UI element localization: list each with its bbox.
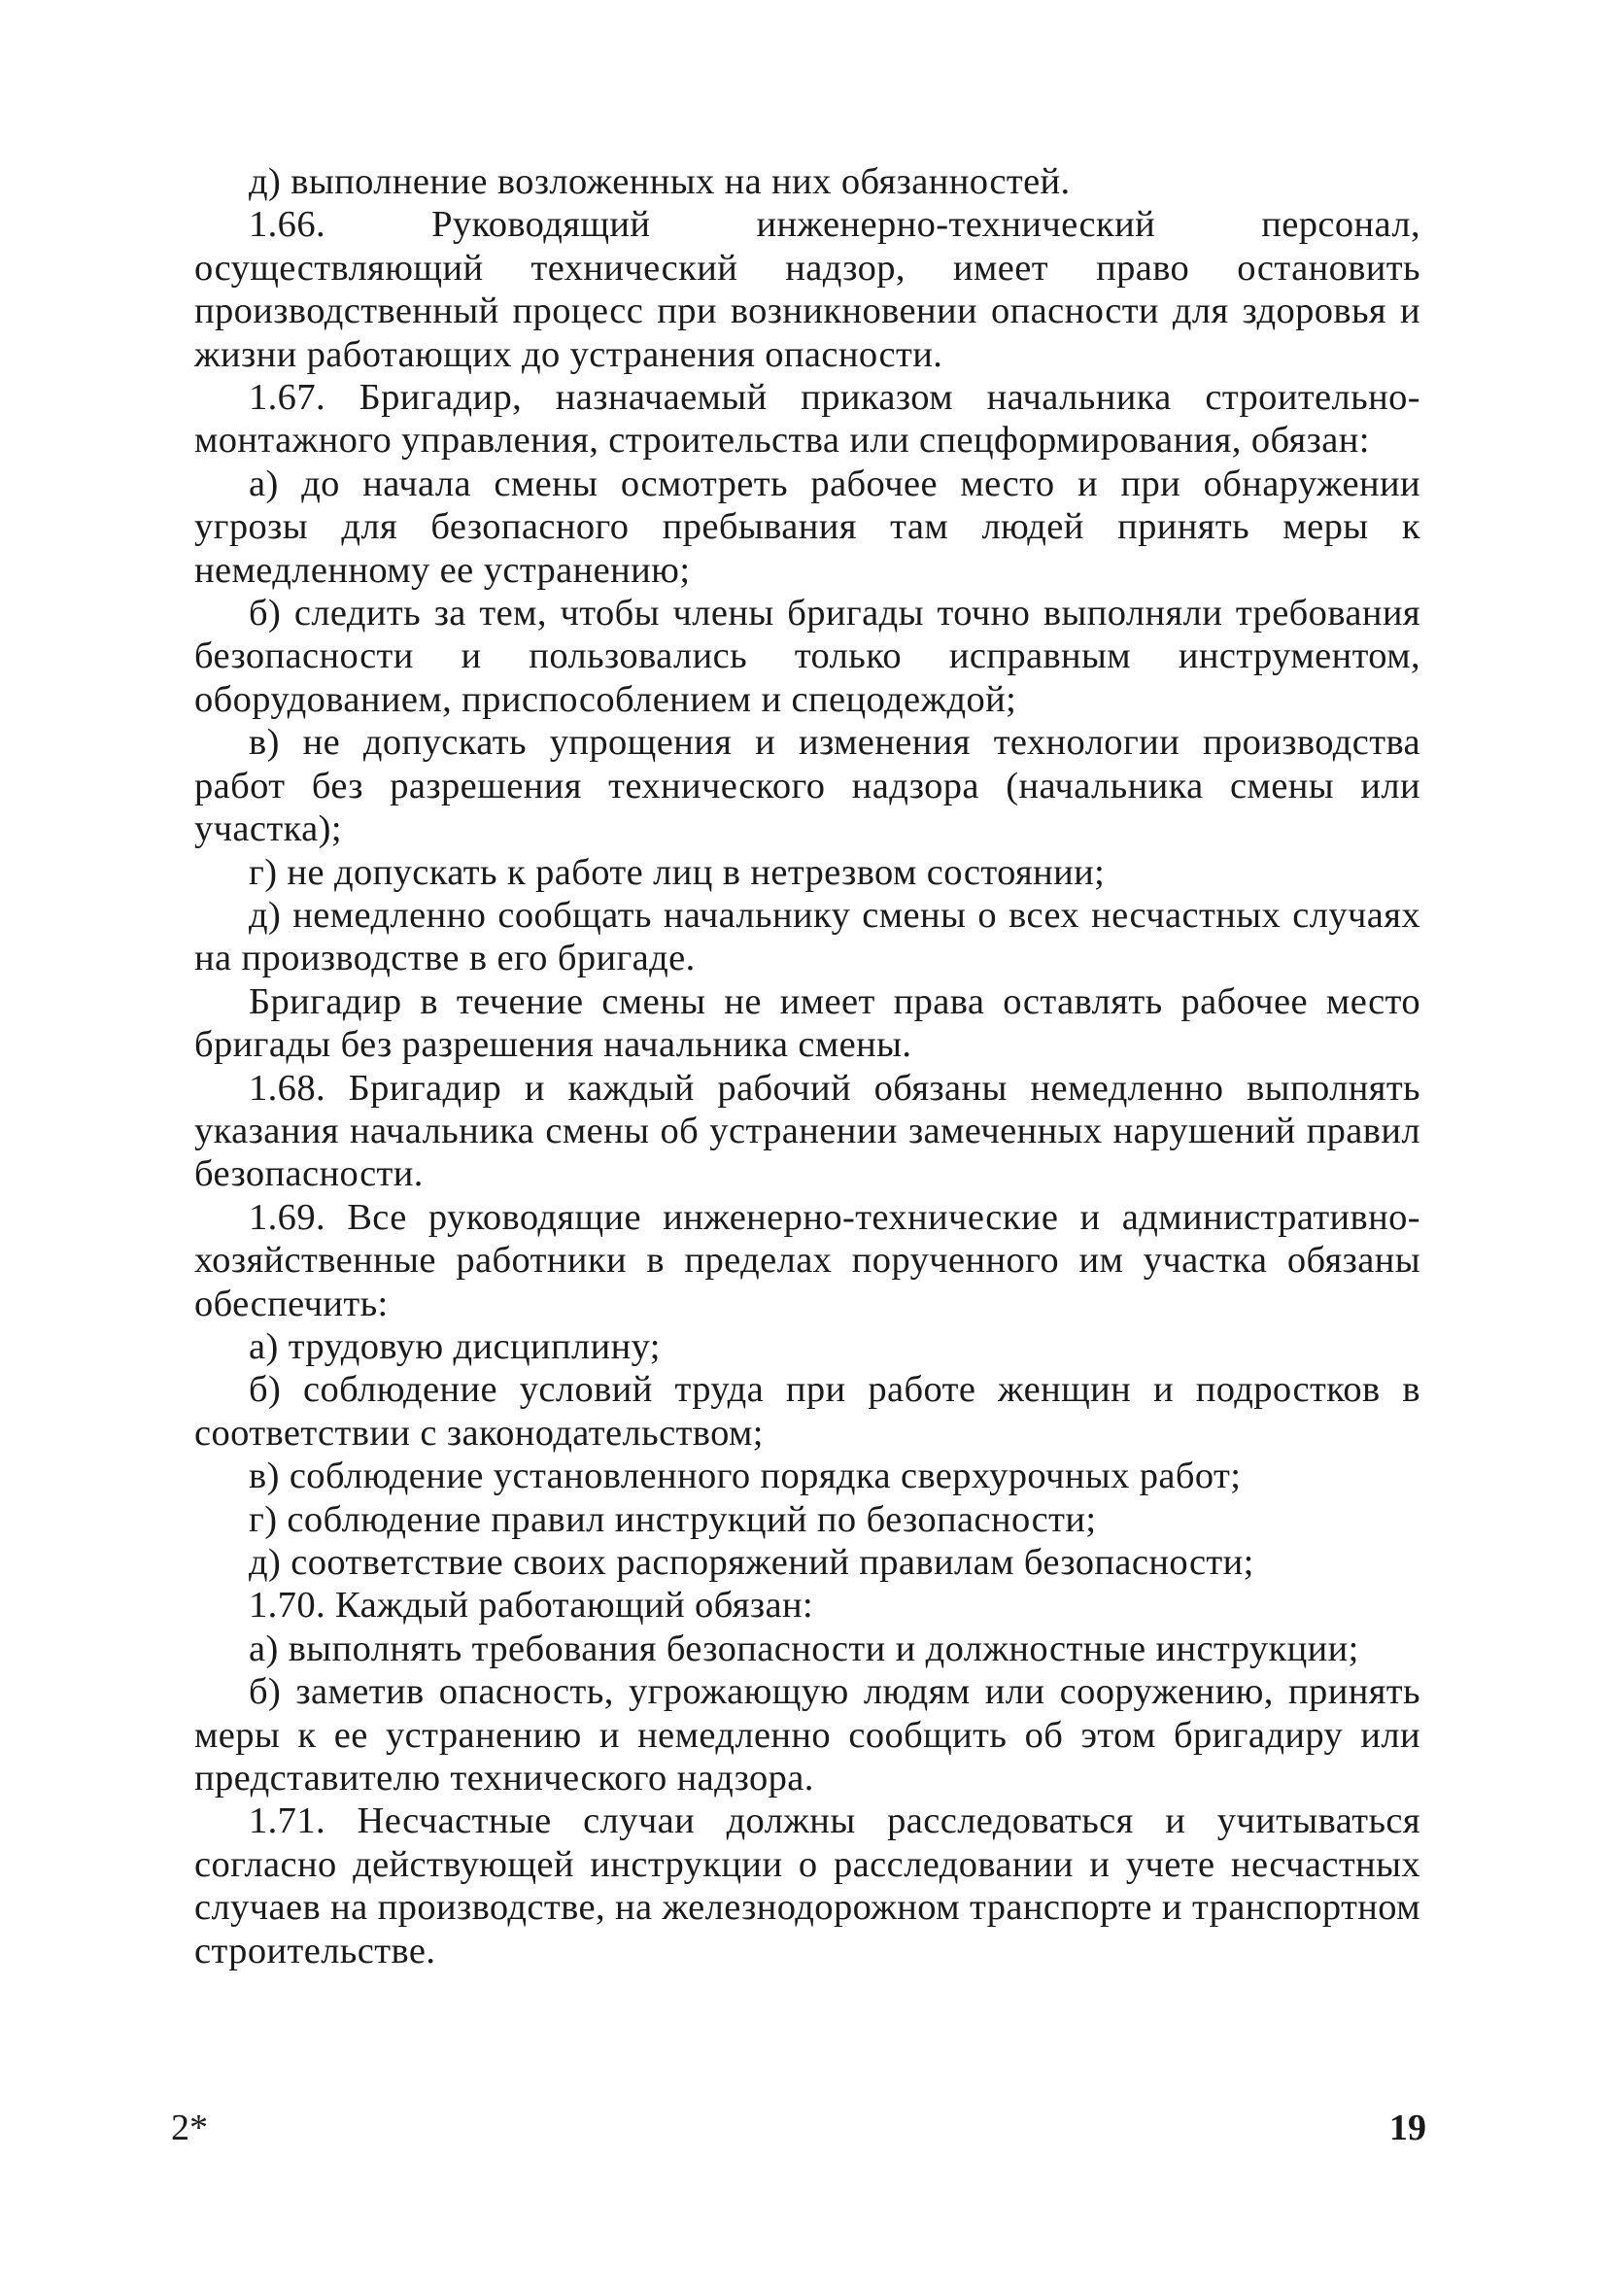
paragraph: д) немедленно сообщать начальнику смены о всех несчастных случаях на производстве в его бригаде. <box>194 894 1420 979</box>
document-body <box>194 160 1420 1972</box>
paragraph: г) не допускать к работе лиц в нетрезвом состоянии; <box>249 851 1106 893</box>
paragraph: б) следить за тем, чтобы члены бригады точно выполняли требования безопасности и пользовались только исправным инструментом, оборудованием, приспособлением и спецодеждой; <box>194 593 1420 720</box>
paragraph: а) трудовую дисциплину; <box>249 1325 661 1367</box>
paragraph: а) до начала смены осмотреть рабочее место и при обнаружении угрозы для безопасного пребывания там людей принять меры к немедленному ее устранению; <box>194 463 1420 591</box>
paragraph: г) соблюдение правил инструкций по безопасности; <box>249 1498 1097 1540</box>
paragraph: а) выполнять требования безопасности и должностные инструкции; <box>249 1628 1359 1669</box>
signature-mark: 2* <box>171 2108 208 2148</box>
paragraph: 1.69. Все руководящие инженерно-технические и административно-хозяйственные работники в пределах порученного им участка обязаны обеспечить: <box>194 1196 1420 1324</box>
page-number: 19 <box>1389 2108 1426 2148</box>
paragraph: в) не допускать упрощения и изменения технологии производства работ без разрешения технического надзора (начальника смены или участка); <box>194 722 1420 850</box>
paragraph: б) заметив опасность, угрожающую людям или сооружению, принять меры к ее устранению и немедленно сообщить об этом бригадиру или представителю технического надзора. <box>194 1671 1420 1799</box>
paragraph: 1.68. Бригадир и каждый рабочий обязаны немедленно выполнять указания начальника смены об устранении замеченных нарушений правил безопасности. <box>194 1067 1420 1195</box>
paragraph: 1.67. Бригадир, назначаемый приказом начальника строительно-монтажного управления, строительства или спецформирования, обязан: <box>194 377 1420 462</box>
paragraph: 1.66. Руководящий инженерно-технический персонал, осуществляющий технический надзор, имеет право остановить производственный процесс при возникновении опасности для здоровья и жизни работающих до устранения опасности. <box>194 204 1420 375</box>
paragraph: 1.71. Несчастные случаи должны расследоваться и учитываться согласно действующей инструкции о расследовании и учете несчастных случаев на производстве, на железнодорожном транспорте и транспортном строительстве. <box>194 1800 1420 1971</box>
paragraph: Бригадир в течение смены не имеет права оставлять рабочее место бригады без разрешения начальника смены. <box>194 980 1420 1066</box>
paragraph: 1.70. Каждый работающий обязан: <box>249 1585 814 1627</box>
paragraph: д) соответствие своих распоряжений правилам безопасности; <box>249 1542 1254 1583</box>
paragraph: в) соблюдение установленного порядка сверхурочных работ; <box>249 1456 1242 1497</box>
paragraph: д) выполнение возложенных на них обязанностей. <box>249 161 1071 202</box>
paragraph: б) соблюдение условий труда при работе женщин и подростков в соответствии с законодательством; <box>194 1369 1420 1454</box>
